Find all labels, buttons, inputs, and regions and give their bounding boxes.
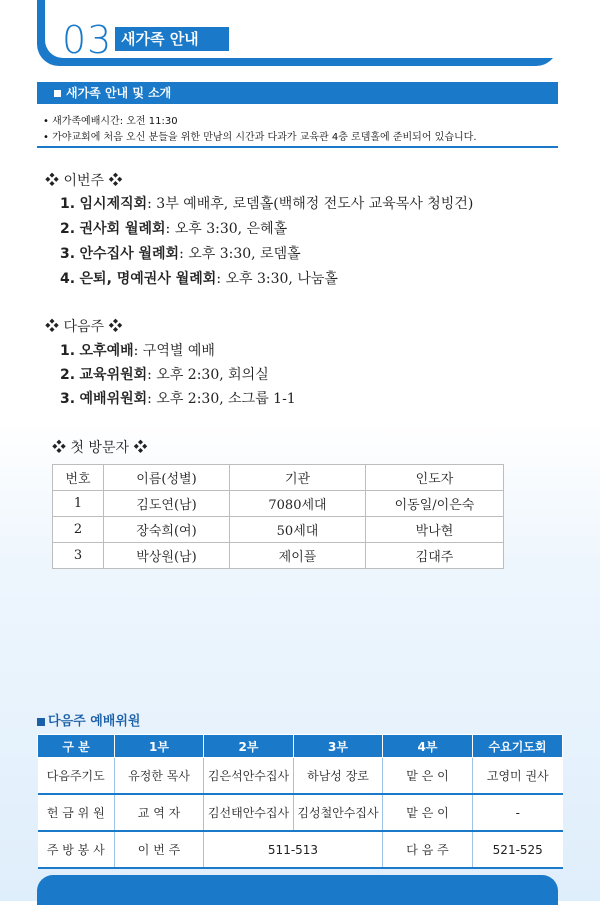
- table-cell: 다 음 주: [383, 831, 473, 868]
- worship-title: 다음주 예배위원: [37, 710, 140, 729]
- table-cell: 김선태안수집사: [204, 794, 294, 831]
- table-cell: 2: [53, 517, 104, 543]
- column-header: 이름(성별): [104, 465, 230, 491]
- column-header: 인도자: [366, 465, 504, 491]
- worship-table: [37, 734, 563, 869]
- column-header: 수요기도회: [473, 735, 563, 758]
- table-cell: 장숙희(여): [104, 517, 230, 543]
- table-row: [38, 831, 563, 868]
- intro-line: • 새가족예배시간: 오전 11:30: [43, 116, 178, 127]
- square-bullet-icon: [54, 90, 61, 97]
- table-cell: 유정한 목사: [115, 758, 204, 795]
- intro-line: • 가야교회에 처음 오신 분들을 위한 만남의 시간과 다과가 교육관 4층 로뎀홀에 준비되어 있습니다.: [43, 132, 477, 143]
- table-cell: 50세대: [230, 517, 366, 543]
- column-header: 3부: [294, 735, 383, 758]
- list-item: 1. 오후예배: 구역별 예배: [60, 343, 215, 359]
- table-cell: 헌 금 위 원: [38, 794, 115, 831]
- table-cell: 7080세대: [230, 491, 366, 517]
- table-cell: 맡 은 이: [383, 794, 473, 831]
- table-cell: 교 역 자: [115, 794, 204, 831]
- next-week-heading: ❖ 다음주 ❖: [45, 319, 123, 335]
- table-cell: 김도연(남): [104, 491, 230, 517]
- column-header: 4부: [383, 735, 473, 758]
- table-header-row: [38, 735, 563, 758]
- table-cell: 3: [53, 543, 104, 569]
- visitors-heading: ❖ 첫 방문자 ❖: [52, 440, 148, 456]
- table-cell: 1: [53, 491, 104, 517]
- section-bar-label: 새가족 안내 및 소개: [66, 86, 172, 100]
- visitors-table: [52, 464, 504, 569]
- table-cell: 박상원(남): [104, 543, 230, 569]
- square-bullet-icon: [37, 718, 45, 726]
- table-header-row: [53, 465, 504, 491]
- table-row: [38, 794, 563, 831]
- list-item: 4. 은퇴, 명예권사 월례회: 오후 3:30, 나눔홀: [60, 271, 338, 287]
- intro-box: [37, 106, 558, 148]
- column-header: 1부: [115, 735, 204, 758]
- this-week-heading: ❖ 이번주 ❖: [45, 173, 123, 189]
- table-cell: 이 번 주: [115, 831, 204, 868]
- list-item: 3. 예배위원회: 오후 2:30, 소그룹 1-1: [60, 391, 296, 407]
- table-cell: 박나현: [366, 517, 504, 543]
- list-item: 1. 임시제직회: 3부 예배후, 로뎀홀(백해정 전도사 교육목사 청빙건): [60, 196, 474, 212]
- list-item: 2. 권사회 월례회: 오후 3:30, 은혜홀: [60, 221, 288, 237]
- section-bar: [37, 82, 558, 104]
- table-cell: 김은석안수집사: [204, 758, 294, 795]
- table-cell: 제이플: [230, 543, 366, 569]
- table-cell: 고영미 권사: [473, 758, 563, 795]
- column-header: 기관: [230, 465, 366, 491]
- table-row: [53, 543, 504, 569]
- table-cell: 이동일/이은숙: [366, 491, 504, 517]
- table-cell: 521-525: [473, 831, 563, 868]
- list-item: 2. 교육위원회: 오후 2:30, 회의실: [60, 367, 269, 383]
- page-title: 새가족 안내: [115, 27, 229, 51]
- table-cell: 하남성 장로: [294, 758, 383, 795]
- table-row: [53, 491, 504, 517]
- table-cell: 김성철안수집사: [294, 794, 383, 831]
- table-cell: 주 방 봉 사: [38, 831, 115, 868]
- table-cell: 다음주기도: [38, 758, 115, 795]
- table-cell: 511-513: [204, 831, 383, 868]
- section-number: 03: [62, 18, 113, 62]
- table-cell: -: [473, 794, 563, 831]
- list-item: 3. 안수집사 월례회: 오후 3:30, 로뎀홀: [60, 246, 301, 262]
- column-header: 구 분: [38, 735, 115, 758]
- column-header: 2부: [204, 735, 294, 758]
- table-row: [53, 517, 504, 543]
- column-header: 번호: [53, 465, 104, 491]
- table-cell: 맡 은 이: [383, 758, 473, 795]
- table-row: [38, 758, 563, 795]
- table-cell: 김대주: [366, 543, 504, 569]
